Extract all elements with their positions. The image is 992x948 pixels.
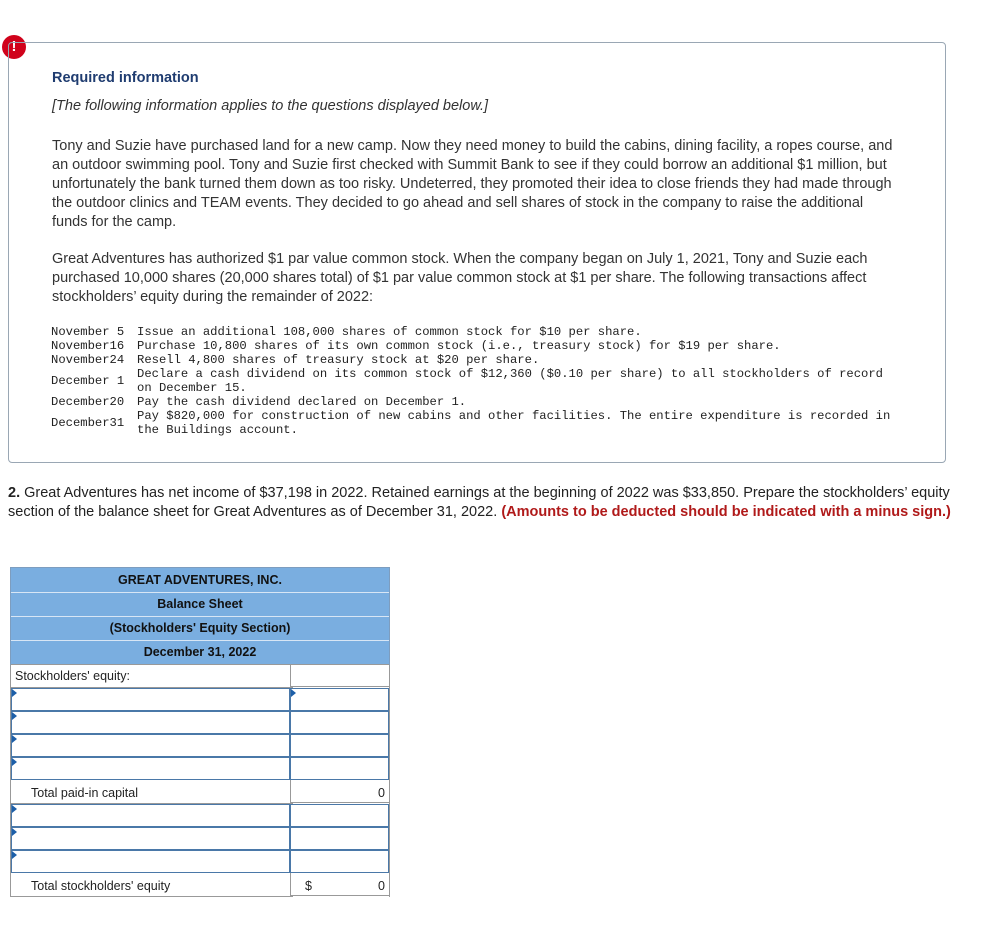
transaction-date: November 5	[51, 325, 125, 339]
dropdown-marker-icon	[291, 689, 296, 697]
statement-section: (Stockholders' Equity Section)	[11, 617, 389, 641]
dropdown-marker-icon	[12, 758, 17, 766]
transaction-description: Resell 4,800 shares of treasury stock at $20 per share.	[137, 353, 540, 367]
transaction-date: December31	[51, 416, 125, 430]
transaction-description: Declare a cash dividend on its common stock of $12,360 ($0.10 per share) to all stockholders of record on December 15.	[137, 367, 883, 395]
stockholders-equity-worksheet	[10, 567, 390, 897]
total-paid-in-label: Total paid-in capital	[11, 780, 293, 804]
account-name-input[interactable]	[11, 850, 290, 873]
table-row	[10, 734, 390, 757]
alert-icon: !	[2, 35, 26, 59]
amount-input[interactable]	[290, 827, 389, 850]
total-paid-in-value: 0	[290, 780, 389, 803]
empty-cell	[290, 665, 389, 687]
scenario-paragraph-1: Tony and Suzie have purchased land for a new camp. Now they need money to build the cabins, dining facility, a ropes course, and an outdoor swimming pool. Tony and Suzie first checked with Summit Bank to see if they could borrow an additional $1 million, but unfortunately the bank turned them down as too risky. Undeterred, they promoted their idea to close friends they had made through the outdoor clinics and TEAM events. They decided to go ahead and sell shares of stock in the company to raise the additional funds for the camp.	[52, 138, 893, 230]
question-text	[8, 484, 958, 522]
table-row	[10, 873, 390, 897]
account-name-input[interactable]	[11, 827, 290, 850]
transaction-date: December20	[51, 395, 125, 409]
dropdown-marker-icon	[12, 689, 17, 697]
transaction-description: Purchase 10,800 shares of its own common stock (i.e., treasury stock) for $19 per share.	[137, 339, 781, 353]
amount-input[interactable]	[290, 850, 389, 873]
account-name-input[interactable]	[11, 734, 290, 757]
account-name-input[interactable]	[11, 757, 290, 780]
dropdown-marker-icon	[12, 851, 17, 859]
equity-heading: Stockholders' equity:	[11, 665, 293, 688]
transaction-date: November16	[51, 339, 125, 353]
required-information-title: Required information	[52, 70, 199, 86]
transaction-description: Pay $820,000 for construction of new cabins and other facilities. The entire expenditure is recorded in the Buildings account.	[137, 409, 891, 437]
table-row	[10, 850, 390, 873]
question-body: Great Adventures has net income of $37,198 in 2022. Retained earnings at the beginning of 2022 was $33,850. Prepare the stockholders’ equity section of the balance sheet for Great Adventures as of December 31, 2022.	[8, 485, 950, 520]
statement-date: December 31, 2022	[11, 641, 389, 665]
dropdown-marker-icon	[12, 805, 17, 813]
transaction-date: December 1	[51, 374, 125, 388]
total-equity-value: 0	[378, 879, 385, 893]
amount-input[interactable]	[290, 688, 389, 711]
total-equity-label: Total stockholders' equity	[11, 873, 293, 897]
amount-input[interactable]	[290, 711, 389, 734]
dropdown-marker-icon	[12, 712, 17, 720]
amount-input[interactable]	[290, 804, 389, 827]
scenario-paragraph-2: Great Adventures has authorized $1 par value common stock. When the company began on July 1, 2021, Tony and Suzie each purchased 10,000 shares (20,000 shares total) of $1 par value common stock at $1 per share. The following transactions affect stockholders’ equity during the remainder of 2022:	[52, 251, 868, 305]
dropdown-marker-icon	[12, 828, 17, 836]
account-name-input[interactable]	[11, 711, 290, 734]
table-row	[10, 665, 390, 688]
table-row	[10, 757, 390, 780]
account-name-input[interactable]	[11, 804, 290, 827]
required-information-panel	[8, 42, 946, 463]
transaction-description: Pay the cash dividend declared on December 1.	[137, 395, 467, 409]
company-name: GREAT ADVENTURES, INC.	[11, 568, 389, 593]
question-instruction: (Amounts to be deducted should be indicated with a minus sign.)	[501, 504, 951, 520]
table-row	[10, 711, 390, 734]
amount-input[interactable]	[290, 757, 389, 780]
total-equity-cell	[290, 873, 389, 896]
statement-name: Balance Sheet	[11, 593, 389, 617]
amount-input[interactable]	[290, 734, 389, 757]
dropdown-marker-icon	[12, 735, 17, 743]
table-row	[10, 780, 390, 804]
table-row	[10, 688, 390, 711]
info-note: [The following information applies to the questions displayed below.]	[52, 98, 489, 114]
account-name-input[interactable]	[11, 688, 290, 711]
currency-symbol: $	[305, 879, 312, 893]
worksheet-header	[10, 567, 390, 665]
table-row	[10, 827, 390, 850]
transaction-description: Issue an additional 108,000 shares of common stock for $10 per share.	[137, 325, 642, 339]
transaction-date: November24	[51, 353, 125, 367]
table-row	[10, 804, 390, 827]
question-number: 2.	[8, 485, 21, 501]
